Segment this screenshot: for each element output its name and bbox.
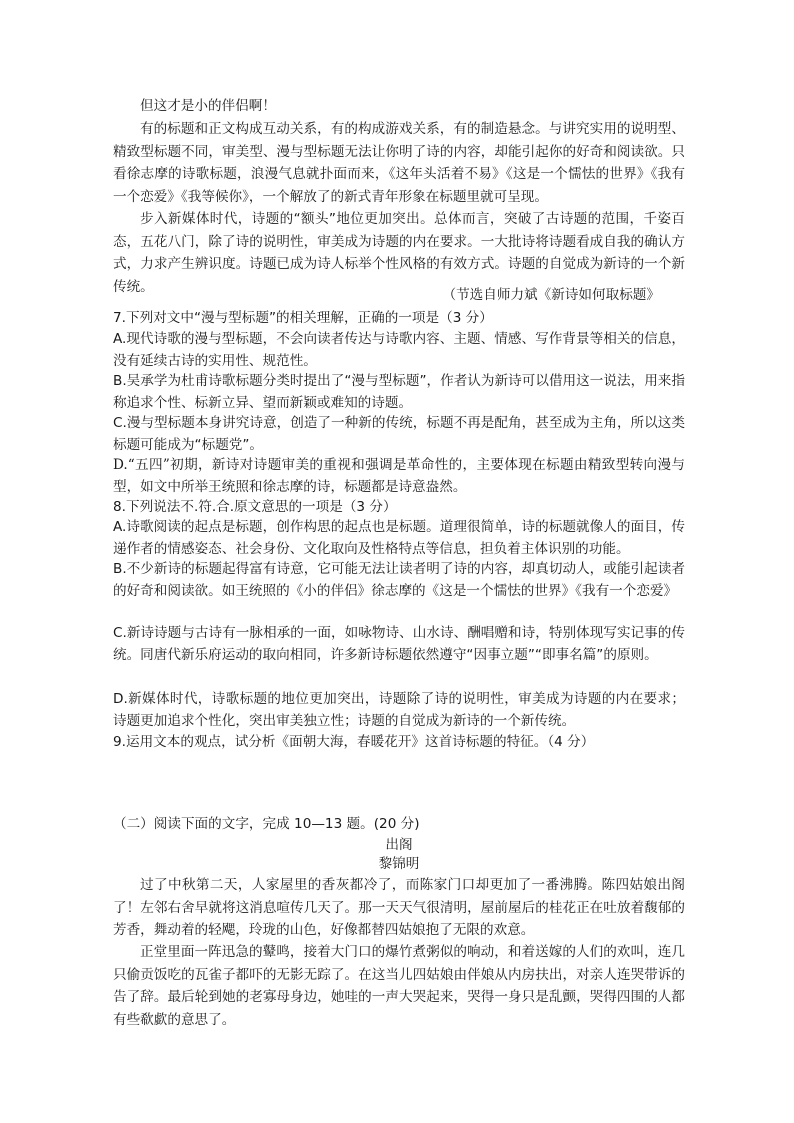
- question-9-stem: 9.运用文本的观点，试分析《面朝大海，春暖花开》这首诗标题的特征。（4 分）: [113, 734, 595, 750]
- question-8-stem: 8.下列说法不.符.合.原文意思的一项是（3 分）: [113, 499, 397, 515]
- question-7-stem: 7.下列对文中“漫与型标题”的相关理解，正确的一项是（3 分）: [113, 310, 493, 326]
- paragraph: 有的标题和正文构成互动关系，有的构成游戏关系，有的制造悬念。与讲究实用的说明型、精致型标题不同，审美型、漫与型标题无法让你明了诗的内容，却能引起你的好奇和阅读欲。只看徐志摩的诗歌标题，浪漫气息就扑面而来，《这年头活着不易》《这是一个懦怯的世界》《我有一个恋爱》《我等候你》，一个解放了的新式青年形象在标题里就可呈现。: [113, 121, 685, 205]
- question-8-option-b: B.不少新诗的标题起得富有诗意，它可能无法让读者明了诗的内容，却真切动人，或能引起读者的好奇和阅读欲。如王统照的《小的伴侣》徐志摩的《这是一个懦怯的世界》《我有一个恋爱》: [113, 561, 685, 599]
- question-8-option-a: A.诗歌阅读的起点是标题，创作构思的起点也是标题。道理很简单，诗的标题就像人的面目，传递作者的情感姿态、社会身份、文化取向及性格特点等信息，担负着主体识别的功能。: [113, 519, 685, 557]
- question-7-option-b: B.吴承学为杜甫诗歌标题分类时提出了“漫与型标题”，作者认为新诗可以借用这一说法，用来指称追求个性、标新立异、望而新颖或难知的诗题。: [113, 373, 685, 411]
- paragraph: 正堂里面一阵迅急的鼙鸣，接着大门口的爆竹煮粥似的响动，和着送嫁的人们的欢叫，连几只偷贡饭吃的瓦雀子都吓的无影无踪了。在这当儿四姑娘由伴娘从内房扶出，对亲人连哭带诉的告了辞。最后轮到她的老寡母身边，她哇的一声大哭起来，哭得一身只是乱颤，哭得四围的人都有些欷歔的意思了。: [113, 944, 685, 1028]
- source-citation: （节选自师力斌《新诗如何取标题》: [442, 287, 660, 303]
- question-7-option-a: A.现代诗歌的漫与型标题，不会向读者传达与诗歌内容、主题、情感、写作背景等相关的信息，没有延续古诗的实用性、规范性。: [113, 331, 685, 369]
- paragraph: 步入新媒体时代，诗题的“额头”地位更加突出。总体而言，突破了古诗题的范围，千姿百态，五花八门，除了诗的说明性，审美成为诗题的内在要求。一大批诗将诗题看成自我的确认方式，力求产生辨识度。诗题已成为诗人标举个性风格的有效方式。诗题的自觉成为新诗的一个新传统。: [113, 211, 685, 295]
- paragraph: 但这才是小的伴侣啊！: [140, 98, 276, 114]
- question-7-option-d: D.“五四”初期，新诗对诗题审美的重视和强调是革命性的，主要体现在标题由精致型转向漫与型，如文中所举王统照和徐志摩的诗，标题都是诗意盎然。: [113, 457, 685, 495]
- question-8-option-d: D.新媒体时代，诗歌标题的地位更加突出，诗题除了诗的说明性，审美成为诗题的内在要求；诗题更加追求个性化，突出审美独立性；诗题的自觉成为新诗的一个新传统。: [113, 691, 685, 729]
- question-8-option-c: C.新诗诗题与古诗有一脉相承的一面，如咏物诗、山水诗、酬唱赠和诗，特别体现写实记事的传统。同唐代新乐府运动的取向相同，许多新诗标题依然遵守“因事立题”“即事名篇”的原则。: [113, 625, 685, 663]
- section-heading: （二）阅读下面的文字，完成 10—13 题。(20 分): [113, 816, 420, 832]
- question-7-option-c: C.漫与型标题本身讲究诗意，创造了一种新的传统，标题不再是配角，甚至成为主角，所以这类标题可能成为“标题党”。: [113, 415, 685, 453]
- story-author: 黎锦明: [378, 856, 420, 872]
- story-title: 出阁: [385, 837, 413, 853]
- paragraph: 过了中秋第二天，人家屋里的香灰都冷了，而陈家门口却更加了一番沸腾。陈四姑娘出阁了！左邻右舍早就将这消息喧传几天了。那一天天气很清明，屋前屋后的桂花正在吐放着馥郁的芳香，舞动着的轻飔，玲珑的山色，好像都替四姑娘抱了无限的欢意。: [113, 877, 685, 938]
